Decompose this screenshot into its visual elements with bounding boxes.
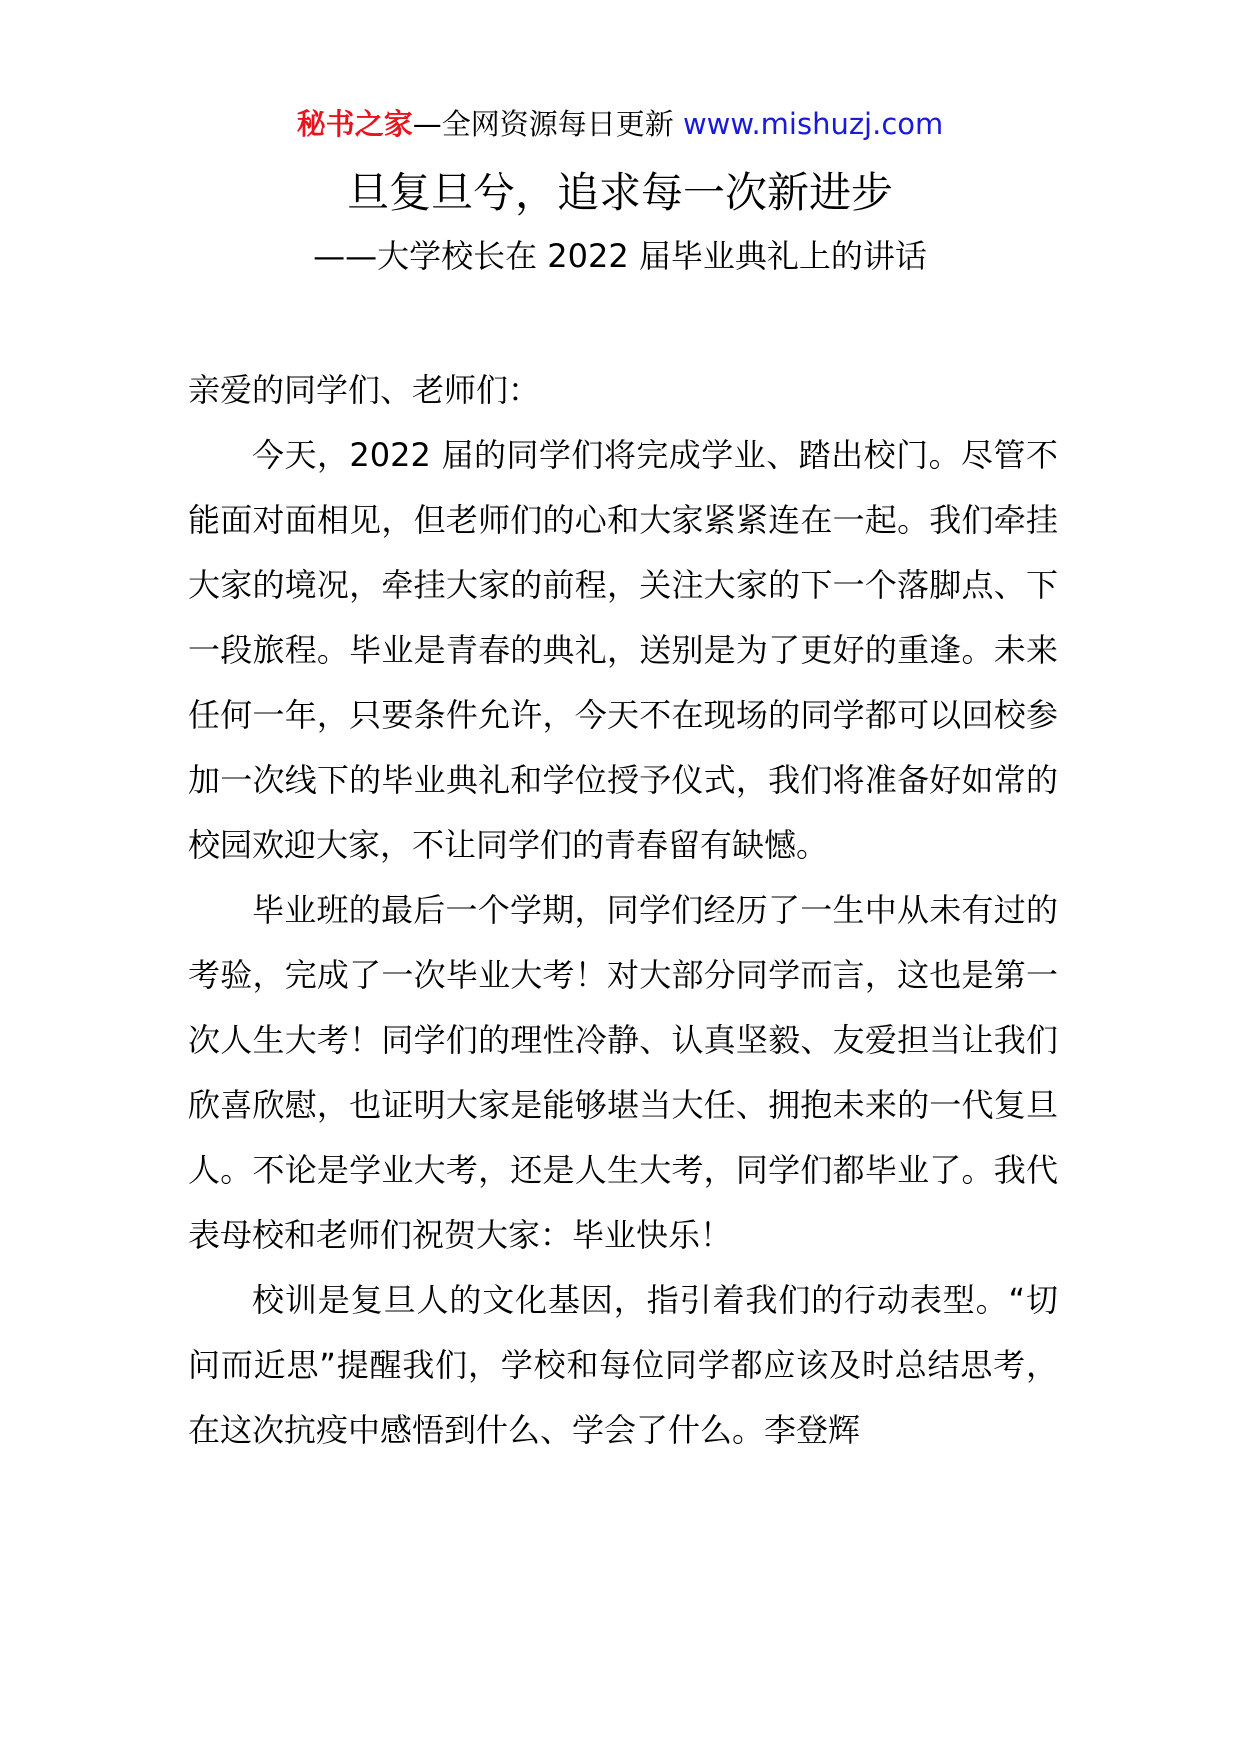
salutation: 亲爱的同学们、老师们： xyxy=(188,371,541,409)
document-subtitle: ——大学校长在 2022 届毕业典礼上的讲话 xyxy=(313,237,927,275)
document-title: 旦复旦兮，追求每一次新进步 xyxy=(346,168,893,217)
document-body xyxy=(188,358,1058,1463)
paragraph-2: 毕业班的最后一个学期，同学们经历了一生中从未有过的考验，完成了一次毕业大考！对大部分同学而言，这也是第一次人生大考！同学们的理性冷静、认真坚毅、友爱担当让我们欣喜欣慰，也证明大家是能够堪当大任、拥抱未来的一代复旦人。不论是学业大考，还是人生大考，同学们都毕业了。我代表母校和老师们祝贺大家：毕业快乐！ xyxy=(188,891,1058,1254)
site-url[interactable]: www.mishuzj.com xyxy=(682,107,944,141)
brand-name: 秘书之家 xyxy=(296,107,413,141)
paragraph-3: 校训是复旦人的文化基因，指引着我们的行动表型。“切问而近思”提醒我们，学校和每位同学都应该及时总结思考，在这次抗疫中感悟到什么、学会了什么。李登辉 xyxy=(188,1281,1058,1449)
brand-tagline: —全网资源每日更新 xyxy=(412,107,674,141)
site-banner xyxy=(0,104,1240,144)
paragraph-1: 今天，2022 届的同学们将完成学业、踏出校门。尽管不能面对面相见，但老师们的心和大家紧紧连在一起。我们牵挂大家的境况，牵挂大家的前程，关注大家的下一个落脚点、下一段旅程。毕业是青春的典礼，送别是为了更好的重逢。未来任何一年，只要条件允许，今天不在现场的同学都可以回校参加一次线下的毕业典礼和学位授予仪式，我们将准备好如常的校园欢迎大家，不让同学们的青春留有缺憾。 xyxy=(188,436,1058,864)
